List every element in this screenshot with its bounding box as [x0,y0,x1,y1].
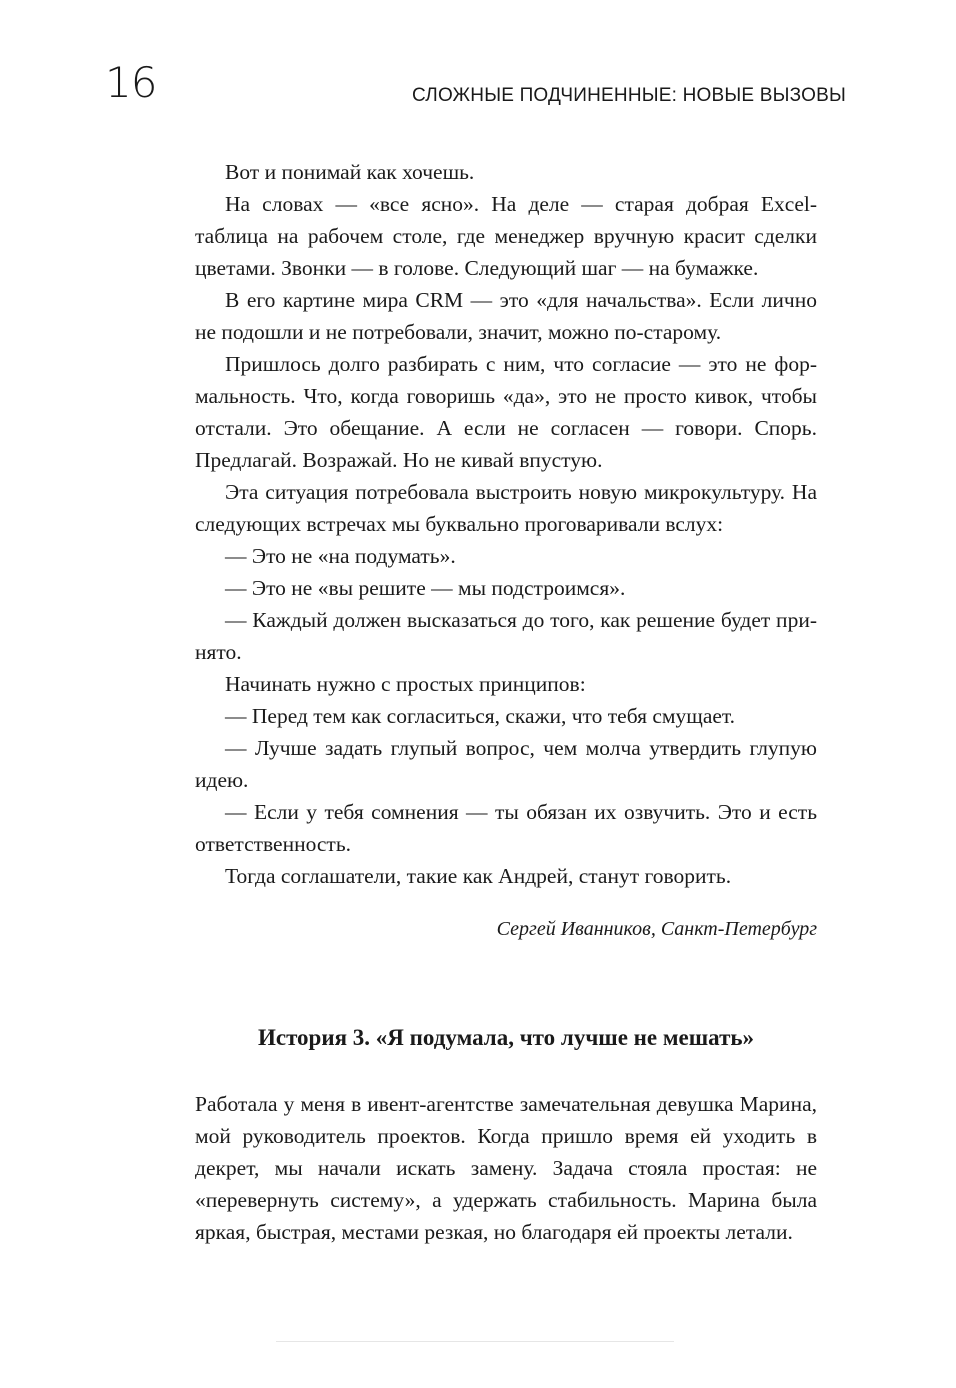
paragraph: Эта ситуация потребовала выстроить новую микрокультуру. На следующих встречах мы буквально проговаривали вслух: [195,480,817,536]
section-body [195,1088,817,1248]
story-continuation [195,156,817,892]
dialogue-line: — Это не «вы решите — мы подстроимся». [225,576,626,600]
paragraph: Вот и понимай как хочешь. [225,160,475,184]
paragraph: Работала у меня в ивент-агентстве замечательная девушка Марина, мой руководитель проектов. Когда пришло время ей уходить в декрет, мы начали искать замену. Задача стояла простая: не «перевернуть систему», а удержать стабильность. Марина была яркая, быстрая, местами резкая, но благодаря ей проекты летали. [195,1092,817,1244]
author-signature: Сергей Иванников, Санкт-Петербург [496,918,817,940]
page-number: 16 [105,58,157,107]
paragraph: Начинать нужно с простых принципов: [225,672,586,696]
dialogue-line: — Перед тем как согласиться, скажи, что тебя смущает. [225,704,736,728]
running-head-title: СЛОЖНЫЕ ПОДЧИНЕННЫЕ: НОВЫЕ ВЫЗОВЫ [412,85,846,106]
paragraph: В его картине мира CRM — это «для начальства». Если лично не подошли и не потребовали, значит, можно по-старому. [195,288,817,344]
dialogue-line: — Каждый должен высказаться до того, как решение будет принято. [195,608,817,664]
paragraph: Тогда соглашатели, такие как Андрей, станут говорить. [225,864,732,888]
dialogue-line: — Лучше задать глупый вопрос, чем молча утвердить глупую идею. [195,736,817,792]
section-title: История 3. «Я подумала, что лучше не мешать» [257,1025,755,1050]
paragraph: На словах — «все ясно». На деле — старая добрая Excel-таблица на рабочем столе, где менеджер вручную красит сделки цветами. Звонки — в голове. Следующий шаг — на бумажке. [195,192,817,280]
dialogue-line: — Если у тебя сомнения — ты обязан их озвучить. Это и есть ответственность. [195,800,817,856]
paragraph: Пришлось долго разбирать с ним, что согласие — это не формальность. Что, когда говоришь «да», это не просто кивок, чтобы отстали. Это обещание. А если не согласен — говори. Спорь. Предлагай. Возражай. Но не кивай впустую. [195,352,817,472]
footer-divider [276,1341,674,1342]
dialogue-line: — Это не «на подумать». [225,544,456,568]
